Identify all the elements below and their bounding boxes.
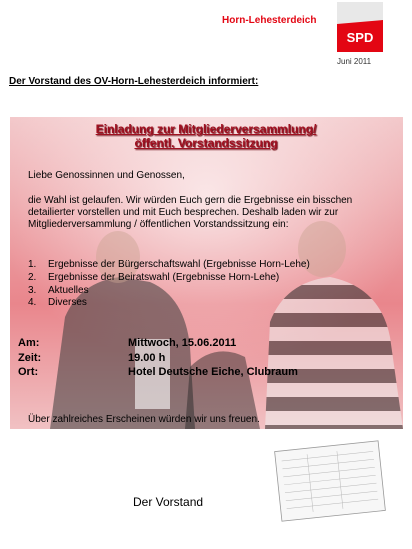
invitation-title-line2: öffentl. Vorstandssitzung bbox=[134, 136, 278, 150]
detail-label: Ort: bbox=[18, 366, 39, 378]
intro-heading: Der Vorstand des OV-Horn-Lehesterdeich informiert: bbox=[9, 76, 259, 87]
closing-line: Über zahlreiches Erscheinen würden wir uns freuen. bbox=[28, 414, 260, 425]
greeting: Liebe Genossinnen und Genossen, bbox=[28, 170, 185, 181]
spd-logo bbox=[337, 2, 383, 52]
logo-text: SPD bbox=[346, 30, 374, 45]
agenda-item: 1. Ergebnisse der Bürgerschaftswahl (Ergebnisse Horn-Lehe) bbox=[28, 259, 310, 270]
detail-value: 19.00 h bbox=[128, 351, 166, 364]
agenda-list bbox=[28, 259, 310, 310]
agenda-item: 3. Aktuelles bbox=[28, 284, 89, 296]
ballot-sheet-image bbox=[270, 440, 390, 522]
detail-value: Mittwoch, 15.06.2011 bbox=[128, 337, 237, 349]
invitation-body: die Wahl ist gelaufen. Wir würden Euch gern die Ergebnisse ein bisschen detailierter vorstellen und mit Euch besprechen. Deshalb laden wir zur Mitgliederversammlung / öffentlichen Vorstandssitzung ein: bbox=[28, 195, 353, 230]
agenda-item: 4. Diverses bbox=[28, 297, 87, 309]
detail-value: Hotel Deutsche Eiche, Clubraum bbox=[128, 366, 298, 378]
detail-label: Zeit: bbox=[18, 351, 42, 364]
detail-label: Am: bbox=[18, 337, 40, 349]
agenda-item: 2. Ergebnisse der Beiratswahl (Ergebnisse Horn-Lehe) bbox=[28, 271, 280, 283]
signature: Der Vorstand bbox=[133, 495, 204, 509]
org-name: Horn-Lehesterdeich bbox=[222, 15, 317, 26]
invitation-title-line1: Einladung zur Mitgliederversammlung/ bbox=[95, 122, 317, 136]
issue-date: Juni 2011 bbox=[337, 57, 372, 66]
